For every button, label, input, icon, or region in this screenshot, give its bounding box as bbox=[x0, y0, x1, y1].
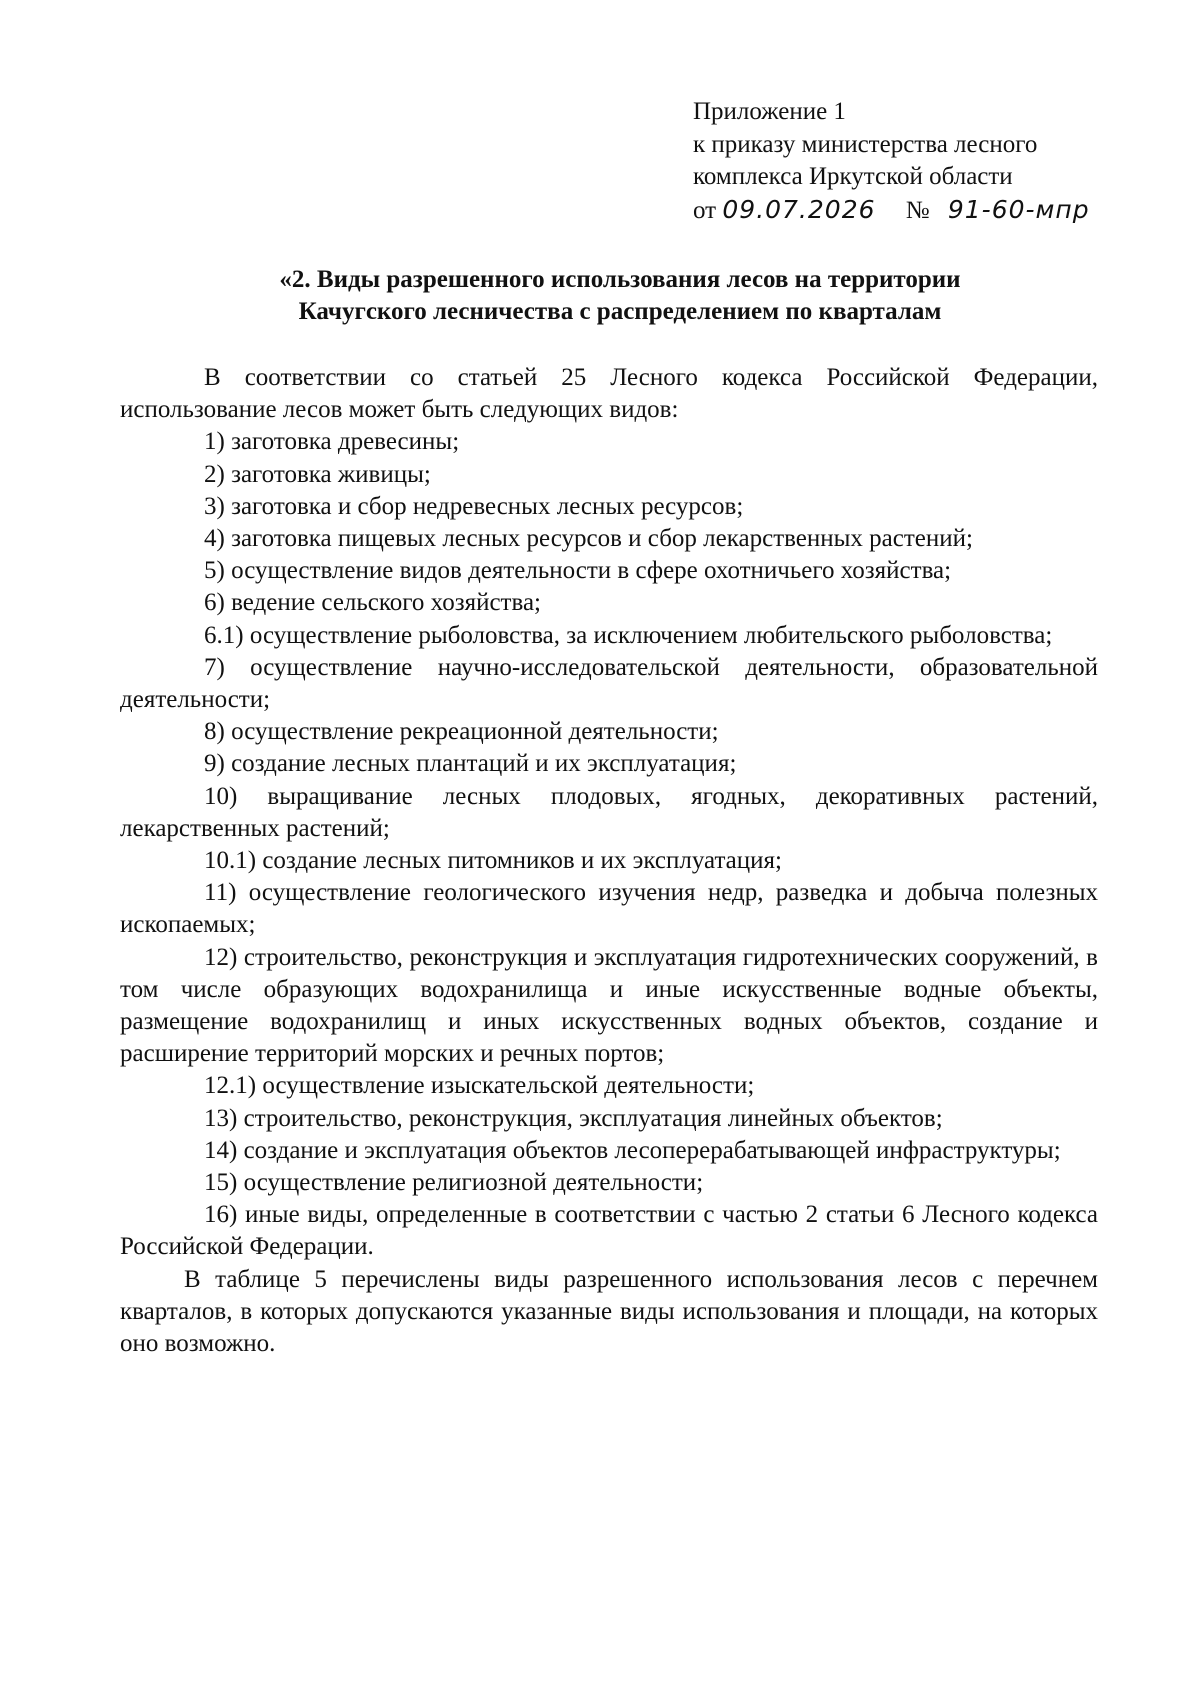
list-item: 5) осуществление видов деятельности в сфере охотничьего хозяйства; bbox=[204, 557, 952, 585]
section-heading bbox=[120, 264, 1120, 328]
list-item: 16) иные виды, определенные в соответствии с частью 2 статьи 6 Лесного кодекса Российской Федерации. bbox=[120, 1201, 1098, 1261]
list-item: 2) заготовка живицы; bbox=[204, 460, 431, 488]
list-item: 12.1) осуществление изыскательской деятельности; bbox=[204, 1072, 755, 1100]
list-item: 6) ведение сельского хозяйства; bbox=[204, 589, 541, 617]
list-item: 12) строительство, реконструкция и эксплуатация гидротехнических сооружений, в том числе образующих водохранилища и иные искусственные водные объекты, размещение водохранилищ и иных искусственных водных объектов, создание и расширение территорий морских и речных портов; bbox=[120, 943, 1098, 1068]
list-item: 10.1) создание лесных питомников и их эксплуатация; bbox=[204, 847, 782, 875]
appendix-ministry: комплекса Иркутской области bbox=[693, 163, 1013, 190]
appendix-block bbox=[693, 96, 1153, 227]
appendix-order-ref: к приказу министерства лесного bbox=[693, 130, 1038, 158]
list-item: 8) осуществление рекреационной деятельности; bbox=[204, 718, 719, 746]
list-item: 7) осуществление научно-исследовательской деятельности, образовательной деятельности; bbox=[120, 653, 1098, 714]
document-body bbox=[120, 362, 1098, 1360]
usage-list bbox=[120, 426, 1098, 1263]
list-item: 4) заготовка пищевых лесных ресурсов и сбор лекарственных растений; bbox=[204, 525, 973, 553]
list-item: 14) создание и эксплуатация объектов лесоперерабатывающей инфраструктуры; bbox=[204, 1136, 1061, 1164]
list-item: 6.1) осуществление рыболовства, за исключением любительского рыболовства; bbox=[204, 621, 1053, 649]
handwritten-number: 91-60-мпр bbox=[947, 194, 1090, 224]
heading-line-2: Качугского лесничества с распределением по кварталам bbox=[298, 298, 942, 325]
list-item: 11) осуществление геологического изучения недр, разведка и добыча полезных ископаемых; bbox=[120, 879, 1098, 939]
list-item: 13) строительство, реконструкция, эксплуатация линейных объектов; bbox=[204, 1104, 943, 1132]
final-paragraph: В таблице 5 перечислены виды разрешенного использования лесов с перечнем кварталов, в которых допускаются указанные виды использования и площади, на которых оно возможно. bbox=[120, 1265, 1098, 1358]
list-item: 10) выращивание лесных плодовых, ягодных, декоративных растений, лекарственных растений; bbox=[120, 782, 1098, 842]
appendix-date-number bbox=[693, 194, 1153, 228]
list-item: 9) создание лесных плантаций и их эксплуатация; bbox=[204, 750, 737, 778]
intro-paragraph: В соответствии со статьей 25 Лесного кодекса Российской Федерации, использование лесов может быть следующих видов: bbox=[120, 364, 1098, 424]
number-label: № bbox=[905, 196, 930, 224]
handwritten-date: 09.07.2026 bbox=[722, 194, 876, 224]
appendix-title: Приложение 1 bbox=[693, 98, 846, 125]
heading-line-1: «2. Виды разрешенного использования лесов на территории bbox=[279, 266, 961, 293]
list-item: 1) заготовка древесины; bbox=[204, 428, 460, 456]
date-prefix: от bbox=[693, 196, 717, 224]
list-item: 3) заготовка и сбор недревесных лесных ресурсов; bbox=[204, 492, 744, 520]
list-item: 15) осуществление религиозной деятельности; bbox=[204, 1169, 704, 1197]
